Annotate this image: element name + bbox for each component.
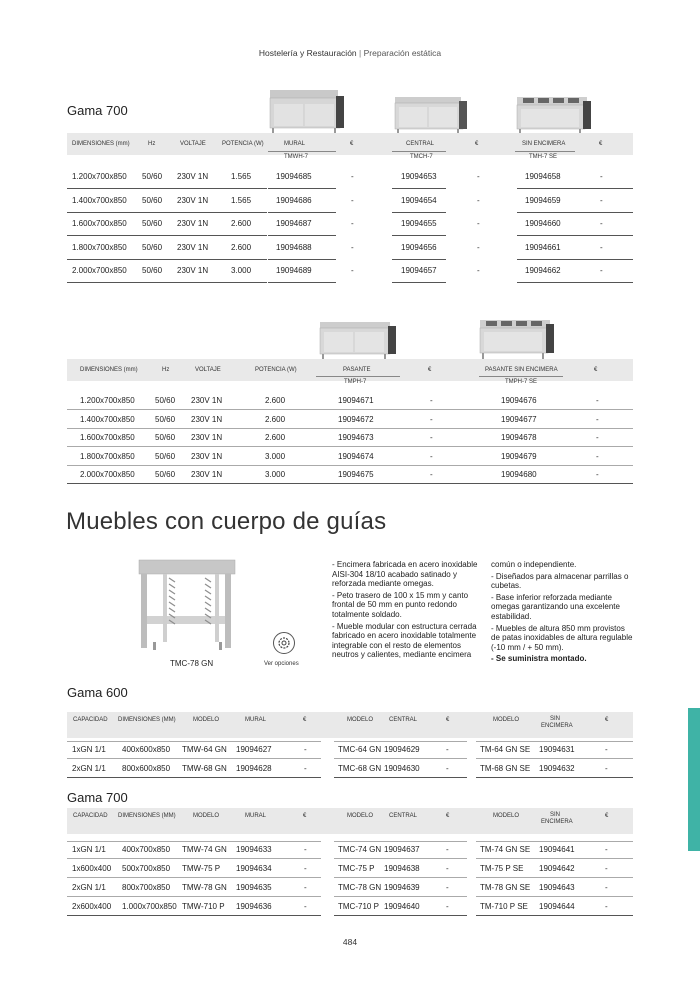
- sin-encimera-cabinet-image: [515, 95, 593, 135]
- table-cell: 19094688: [276, 242, 312, 252]
- table-cell: 19094628: [236, 764, 272, 773]
- table-cell: -: [605, 764, 608, 773]
- table-cell: 1x600x400: [72, 864, 112, 873]
- desc-bullet: - Peto trasero de 100 x 15 mm y canto frontal de 50 mm en punto redondo totalmente soldado.: [332, 590, 469, 619]
- table-cell: -: [600, 266, 603, 275]
- table-cell: 19094662: [525, 266, 561, 275]
- header-divider: [334, 741, 467, 742]
- row-divider: [476, 896, 633, 897]
- table-header-cell: CAPACIDAD: [73, 813, 108, 819]
- table-cell: 19094634: [236, 864, 272, 873]
- table-cell: 400x600x850: [122, 745, 171, 754]
- table-cell: TMW-710 P: [182, 902, 225, 911]
- table-cell: TMW-64 GN: [182, 745, 227, 754]
- table-cell: TMC-64 GN: [338, 745, 382, 754]
- table-cell: 50/60: [142, 195, 163, 205]
- table-cell: 400x700x850: [122, 845, 171, 854]
- table-cell: 19094657: [401, 266, 437, 275]
- desc-bullet: - Mueble modular con estructura cerrada fabricado en acero inoxidable totalmente integrable con el resto de elementos neutros y calientes, mediante encimera: [332, 621, 477, 660]
- table-cell: 50/60: [155, 451, 176, 461]
- b1-underline-sin-encimera: [515, 151, 575, 152]
- block3-title: Gama 600: [67, 685, 128, 700]
- table-header-cell: MODELO: [347, 717, 374, 723]
- table-cell: 19094656: [401, 242, 437, 252]
- page-number: 484: [342, 937, 358, 947]
- table-cell: 3.000: [231, 266, 252, 275]
- table-cell: 19094680: [501, 470, 537, 480]
- table-cell: 19094653: [401, 172, 437, 181]
- table-cell: -: [446, 864, 449, 873]
- table-cell: 3.000: [265, 451, 286, 461]
- table-cell: -: [304, 902, 307, 911]
- pasante-cabinet-image: [318, 320, 398, 360]
- b2-h-euro-2: €: [594, 367, 598, 373]
- row-divider: [334, 877, 467, 878]
- block4-title: Gama 700: [67, 790, 128, 805]
- row-divider: [476, 777, 633, 778]
- table-cell: TMW-75 P: [182, 864, 221, 873]
- guide-cabinet-image: [133, 556, 243, 656]
- table-cell: 19094679: [501, 451, 537, 461]
- table-cell: 19094640: [384, 902, 420, 911]
- table-header-cell: €: [446, 813, 450, 819]
- table-cell: TM-68 GN SE: [480, 764, 531, 773]
- row-divider: [67, 858, 321, 859]
- table-cell: 19094636: [236, 902, 272, 911]
- description-col2: [491, 560, 633, 666]
- table-cell: TMC-75 P: [338, 864, 375, 873]
- table-cell: 1.200x700x850: [80, 396, 135, 405]
- desc-bullet: común o independiente.: [491, 560, 577, 569]
- b2-subcode-pasante: TMPH-7: [344, 379, 367, 385]
- table-cell: -: [351, 242, 354, 252]
- b1-underline-mural: [268, 151, 336, 152]
- b1-h-euro-3: €: [599, 141, 603, 147]
- b2-subcode-pasante-sin-encimera: TMPH-7 SE: [505, 379, 538, 385]
- table-header-cell: DIMENSIONES (MM): [118, 717, 176, 723]
- b2-h-euro-1: €: [428, 367, 432, 373]
- table-header-cell: CENTRAL: [389, 717, 418, 723]
- table-cell: -: [605, 864, 608, 873]
- row-divider: [67, 777, 321, 778]
- table-cell: 2.000x700x850: [72, 266, 127, 275]
- table-header-cell: €: [446, 717, 450, 723]
- section-title: Muebles con cuerpo de guías: [66, 508, 387, 535]
- table-cell: -: [600, 219, 603, 228]
- table-cell: 800x700x850: [122, 883, 171, 892]
- table-header-cell: MODELO: [493, 717, 520, 723]
- header-divider: [476, 741, 633, 742]
- table-cell: TM-64 GN SE: [480, 745, 531, 754]
- table-cell: 19094638: [384, 864, 420, 873]
- table-cell: TMC-710 P: [338, 902, 379, 911]
- b1-subcode-central: TMCH-7: [410, 154, 433, 160]
- b1-h-euro-2: €: [475, 141, 479, 147]
- table-cell: 230V 1N: [191, 470, 223, 480]
- table-header-cell: €: [303, 717, 307, 723]
- row-divider: [476, 758, 633, 759]
- table-cell: 19094659: [525, 195, 561, 205]
- table-cell: 19094686: [276, 195, 312, 205]
- table-cell: 50/60: [155, 433, 176, 443]
- table-cell: -: [605, 845, 608, 854]
- desc-bullet: - Base inferior reforzada mediante omegas garantizando una excelente estabilidad.: [491, 592, 620, 621]
- table-cell: 1.800x700x850: [72, 242, 127, 252]
- b1-h-mural: MURAL: [284, 141, 306, 147]
- table-header-cell: SIN ENCIMERA: [541, 812, 573, 825]
- row-divider: [67, 896, 321, 897]
- table-cell: -: [430, 470, 433, 480]
- table-cell: 19094672: [338, 414, 374, 424]
- b2-h-hz: Hz: [162, 367, 170, 373]
- row-divider: [67, 465, 633, 466]
- header-divider: [67, 841, 321, 842]
- table-cell: TMW-68 GN: [182, 764, 227, 773]
- table-cell: -: [351, 266, 354, 275]
- table-header-cell: MURAL: [245, 717, 267, 723]
- table-header-cell: CENTRAL: [389, 813, 418, 819]
- table-cell: 19094641: [539, 845, 575, 854]
- table-cell: -: [446, 764, 449, 773]
- row-divider: [67, 212, 267, 213]
- table-header-cell: €: [605, 717, 609, 723]
- row-divider: [476, 915, 633, 916]
- header-divider: [334, 841, 467, 842]
- row-divider: [334, 915, 467, 916]
- row-divider: [517, 282, 633, 283]
- table-cell: 230V 1N: [191, 396, 223, 405]
- table-cell: TM-710 P SE: [480, 902, 528, 911]
- header-separator: |: [359, 48, 362, 58]
- row-divider: [67, 758, 321, 759]
- b2-h-dimensions: DIMENSIONES (mm): [80, 367, 138, 373]
- row-divider: [517, 235, 633, 236]
- row-divider: [268, 259, 336, 260]
- options-gear-icon[interactable]: [273, 632, 295, 654]
- b1-h-central: CENTRAL: [406, 141, 435, 147]
- table-cell: -: [596, 414, 599, 424]
- table-cell: 19094635: [236, 883, 272, 892]
- table-cell: 2.600: [231, 219, 252, 228]
- table-cell: TMC-68 GN: [338, 764, 382, 773]
- table-cell: -: [600, 195, 603, 205]
- table-cell: -: [605, 902, 608, 911]
- table-header-cell: €: [303, 813, 307, 819]
- table-cell: -: [430, 451, 433, 461]
- table-header-cell: MURAL: [245, 813, 267, 819]
- table-cell: 19094687: [276, 219, 312, 228]
- table-cell: 50/60: [155, 414, 176, 424]
- b2-h-pasante-sin-encimera: PASANTE SIN ENCIMERA: [485, 367, 558, 373]
- header-divider: [476, 841, 633, 842]
- table-cell: -: [351, 172, 354, 181]
- table-cell: 230V 1N: [191, 451, 223, 461]
- table-cell: -: [477, 172, 480, 181]
- table-cell: -: [600, 172, 603, 181]
- row-divider: [476, 858, 633, 859]
- row-divider: [67, 282, 267, 283]
- table-cell: -: [596, 396, 599, 405]
- table-header-cell: MODELO: [193, 717, 220, 723]
- table-cell: 230V 1N: [177, 266, 209, 275]
- table-cell: 800x600x850: [122, 764, 171, 773]
- table-cell: 230V 1N: [177, 172, 209, 181]
- table-cell: -: [351, 195, 354, 205]
- table-cell: 1.400x700x850: [80, 414, 135, 424]
- row-divider: [334, 758, 467, 759]
- table-cell: 19094671: [338, 396, 374, 405]
- table-cell: 2.000x700x850: [80, 470, 135, 480]
- table-cell: 1.400x700x850: [72, 195, 127, 205]
- row-divider: [268, 282, 336, 283]
- table-cell: 19094658: [525, 172, 561, 181]
- table-cell: TM-78 GN SE: [480, 883, 531, 892]
- table-cell: 50/60: [142, 219, 163, 228]
- desc-bullet: - Diseñados para almacenar parrillas o cubetas.: [491, 571, 629, 591]
- table-cell: 19094674: [338, 451, 374, 461]
- table-cell: 1xGN 1/1: [72, 845, 106, 854]
- table-cell: 50/60: [142, 266, 163, 275]
- table-cell: 1.800x700x850: [80, 451, 135, 461]
- table-cell: -: [430, 433, 433, 443]
- table-cell: -: [600, 242, 603, 252]
- table-cell: 1.565: [231, 195, 252, 205]
- b1-h-sin-encimera: SIN ENCIMERA: [522, 141, 566, 147]
- row-divider: [67, 259, 267, 260]
- table-header-cell: MODELO: [193, 813, 220, 819]
- table-cell: 2.600: [265, 414, 286, 424]
- table-cell: 230V 1N: [177, 219, 209, 228]
- table-cell: 19094627: [236, 745, 272, 754]
- options-link[interactable]: Ver opciones: [264, 661, 299, 667]
- row-divider: [67, 446, 633, 447]
- row-divider: [67, 877, 321, 878]
- table-cell: -: [304, 883, 307, 892]
- table-cell: -: [605, 745, 608, 754]
- table-cell: -: [304, 864, 307, 873]
- table-cell: 1.565: [231, 172, 252, 181]
- b2-h-voltaje: VOLTAJE: [195, 367, 221, 373]
- table-header-cell: CAPACIDAD: [73, 717, 108, 723]
- b2-underline-pasante: [316, 376, 400, 377]
- table-cell: 230V 1N: [177, 195, 209, 205]
- table-cell: 50/60: [142, 242, 163, 252]
- table-cell: 1.200x700x850: [72, 172, 127, 181]
- table-cell: 19094632: [539, 764, 575, 773]
- table-cell: 19094654: [401, 195, 437, 205]
- row-divider: [268, 212, 336, 213]
- table-cell: 19094655: [401, 219, 437, 228]
- row-divider: [392, 188, 446, 189]
- b2-h-pasante: PASANTE: [343, 367, 371, 373]
- product-label: TMC-78 GN: [170, 659, 214, 668]
- row-divider: [392, 212, 446, 213]
- table-cell: 19094676: [501, 396, 537, 405]
- header-section: Hostelería y Restauración: [258, 48, 357, 58]
- mural-cabinet-image: [268, 90, 346, 136]
- row-divider: [67, 915, 321, 916]
- table-cell: 19094673: [338, 433, 374, 443]
- b1-h-voltaje: VOLTAJE: [180, 141, 206, 147]
- desc-bullet: - Muebles de altura 850 mm provistos de patas inoxidables de altura regulable (-10 mm / + 50 mm).: [491, 623, 633, 652]
- table-cell: 19094631: [539, 745, 575, 754]
- table-cell: TM-74 GN SE: [480, 845, 531, 854]
- table-cell: 19094633: [236, 845, 272, 854]
- b1-h-dimensions: DIMENSIONES (mm): [72, 141, 130, 147]
- table-cell: TM-75 P SE: [480, 864, 524, 873]
- table-cell: -: [477, 266, 480, 275]
- table-cell: 19094661: [525, 242, 561, 252]
- row-divider: [334, 858, 467, 859]
- table-cell: 19094644: [539, 902, 575, 911]
- row-divider: [334, 896, 467, 897]
- row-divider: [67, 409, 633, 410]
- table-cell: -: [446, 845, 449, 854]
- row-divider: [517, 259, 633, 260]
- b1-h-hz: Hz: [148, 141, 156, 147]
- table-cell: -: [304, 845, 307, 854]
- table-cell: 19094637: [384, 845, 420, 854]
- table-cell: 1.600x700x850: [80, 433, 135, 443]
- table-cell: -: [596, 433, 599, 443]
- b1-h-euro-1: €: [350, 141, 354, 147]
- table-header-cell: MODELO: [347, 813, 374, 819]
- table-cell: -: [351, 219, 354, 228]
- pasante-sin-encimera-cabinet-image: [478, 318, 556, 360]
- table-cell: 19094677: [501, 414, 537, 424]
- table-cell: -: [596, 451, 599, 461]
- table-cell: TMW-78 GN: [182, 883, 227, 892]
- table-cell: 1.000x700x850: [122, 902, 177, 911]
- table-cell: 3.000: [265, 470, 286, 480]
- table-cell: -: [446, 745, 449, 754]
- table-cell: 2xGN 1/1: [72, 764, 106, 773]
- row-divider: [476, 877, 633, 878]
- table-cell: -: [596, 470, 599, 480]
- table-cell: 19094643: [539, 883, 575, 892]
- b2-h-potencia: POTENCIA (W): [255, 367, 297, 373]
- table-cell: -: [446, 883, 449, 892]
- header-subsection: Preparación estática: [363, 48, 442, 58]
- row-divider: [392, 235, 446, 236]
- table-header-cell: DIMENSIONES (MM): [118, 813, 176, 819]
- table-cell: 19094629: [384, 745, 420, 754]
- row-divider: [392, 259, 446, 260]
- table-cell: 19094660: [525, 219, 561, 228]
- row-divider: [268, 188, 336, 189]
- table-cell: 50/60: [142, 172, 163, 181]
- b1-subcode-mural: TMWH-7: [284, 154, 308, 160]
- table-cell: 2.600: [231, 242, 252, 252]
- table-cell: 19094689: [276, 266, 312, 275]
- section-tab-marker: [688, 708, 700, 851]
- table-cell: -: [477, 242, 480, 252]
- table-header-cell: €: [605, 813, 609, 819]
- block1-title: Gama 700: [67, 103, 128, 118]
- header-divider: [67, 741, 321, 742]
- table-cell: 230V 1N: [191, 414, 223, 424]
- table-cell: 2x600x400: [72, 902, 112, 911]
- row-divider: [334, 777, 467, 778]
- b1-subcode-sin-encimera: TMH-7 SE: [529, 154, 558, 160]
- page-header: [0, 48, 700, 58]
- table-cell: -: [477, 219, 480, 228]
- table-cell: -: [605, 883, 608, 892]
- table-cell: 2.600: [265, 433, 286, 443]
- table-header-cell: MODELO: [493, 813, 520, 819]
- row-divider: [517, 188, 633, 189]
- b1-h-potencia: POTENCIA (W): [222, 141, 264, 147]
- table-cell: 19094642: [539, 864, 575, 873]
- table-cell: -: [430, 396, 433, 405]
- desc-bullet-bold: - Se suministra montado.: [491, 654, 587, 664]
- row-divider: [517, 212, 633, 213]
- table-cell: TMW-74 GN: [182, 845, 227, 854]
- table-cell: -: [304, 745, 307, 754]
- table-cell: 19094685: [276, 172, 312, 181]
- table-cell: -: [446, 902, 449, 911]
- description-col1: [332, 560, 480, 662]
- table-cell: 19094675: [338, 470, 374, 480]
- table-header-cell: SIN ENCIMERA: [541, 716, 573, 729]
- table-cell: TMC-74 GN: [338, 845, 382, 854]
- row-divider: [67, 188, 267, 189]
- b2-underline-pasante-sin-encimera: [479, 376, 563, 377]
- table-cell: 2.600: [265, 396, 286, 405]
- row-divider: [67, 235, 267, 236]
- table-cell: 2xGN 1/1: [72, 883, 106, 892]
- table-cell: 19094630: [384, 764, 420, 773]
- table-cell: TMC-78 GN: [338, 883, 382, 892]
- table-cell: 500x700x850: [122, 864, 171, 873]
- row-divider: [392, 282, 446, 283]
- row-divider: [67, 483, 633, 484]
- table-cell: -: [304, 764, 307, 773]
- table-cell: 230V 1N: [177, 242, 209, 252]
- table-cell: -: [430, 414, 433, 424]
- table-cell: 19094639: [384, 883, 420, 892]
- table-cell: -: [477, 195, 480, 205]
- row-divider: [67, 428, 633, 429]
- table-cell: 1.600x700x850: [72, 219, 127, 228]
- desc-bullet: - Encimera fabricada en acero inoxidable AISI-304 18/10 acabado satinado y reforzada mediante omegas.: [332, 560, 478, 589]
- table-cell: 50/60: [155, 396, 176, 405]
- table-cell: 1xGN 1/1: [72, 745, 106, 754]
- table-cell: 230V 1N: [191, 433, 223, 443]
- row-divider: [268, 235, 336, 236]
- table-cell: 50/60: [155, 470, 176, 480]
- b1-underline-central: [392, 151, 446, 152]
- table-cell: 19094678: [501, 433, 537, 443]
- central-cabinet-image: [393, 95, 469, 135]
